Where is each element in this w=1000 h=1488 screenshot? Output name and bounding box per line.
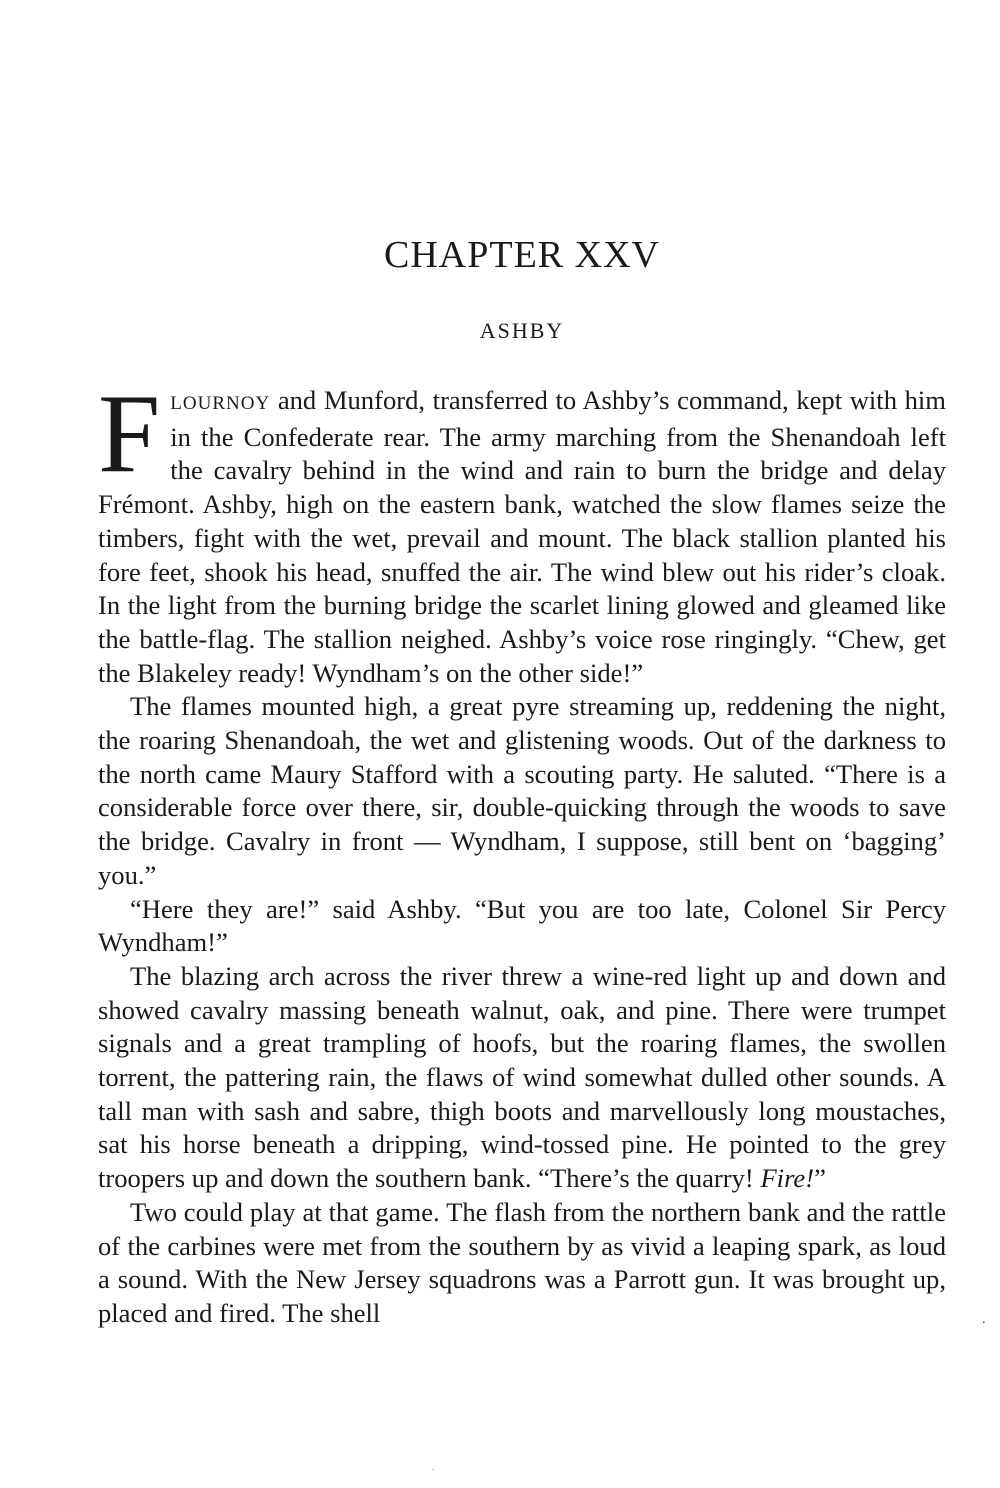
paragraph-4 xyxy=(98,960,946,1196)
chapter-title: CHAPTER XXV xyxy=(384,234,660,276)
paragraph-1 xyxy=(98,372,946,690)
paragraph-3: “Here they are!” said Ashby. “But you are too late, Colonel Sir Percy Wyndham!” xyxy=(98,893,946,958)
drop-cap: F xyxy=(98,372,161,496)
book-page xyxy=(98,0,946,1488)
paragraph-2: The flames mounted high, a great pyre streaming up, reddening the night, the roaring Shenandoah, the wet and glistening woods. Out of the darkness to the north came Maury Stafford with a scouting party. He saluted. “There is a considerable force over there, sir, double-quicking through the woods to save the bridge. Cavalry in front — Wyndham, I suppose, still bent on ‘bagging’ you.” xyxy=(98,691,946,890)
paragraph-4-close: ” xyxy=(814,1163,826,1194)
footer-mark: . xyxy=(432,1462,435,1473)
paragraph-4-text: The blazing arch across the river threw a wine-red light up and down and showed cavalry massing beneath walnut, oak, and pine. There were trumpet signals and a great trampling of hoofs, but the roaring flames, the swollen torrent, the pattering rain, the flaws of wind somewhat dulled other sounds. A tall man with sash and sabre, thigh boots and marvellously long moustaches, sat his horse beneath a dripping, wind-tossed pine. He pointed to the grey troopers up and down the southern bank. “There’s the quarry! xyxy=(98,960,946,1194)
paragraph-5: Two could play at that game. The flash from the northern bank and the rattle of the carbines were met from the southern by as vivid a leaping spark, as loud a sound. With the New Jersey squadrons was a Parrott gun. It was brought up, placed and fired. The shell xyxy=(98,1196,946,1328)
chapter-body xyxy=(98,372,946,1331)
margin-mark: . xyxy=(982,1312,986,1327)
paragraph-4-italic: Fire! xyxy=(760,1163,815,1194)
paragraph-1-text: and Munford, transferred to Ashby’s command, kept with him in the Confederate rear. The army marching from the Shenandoah left the cavalry behind in the wind and rain to burn the bridge and delay Frémont. Ashby, high on the eastern bank, watched the slow flames seize the timbers, fight with the wet, prevail and mount. The black stallion planted his fore feet, shook his head, snuffed the air. The wind blew out his rider’s cloak. In the light from the burning bridge the scarlet lining glowed and gleamed like the battle-flag. The stallion neighed. Ashby’s voice rose ringingly. “Chew, get the Blakeley ready! Wyndham’s on the other side!” xyxy=(98,385,946,688)
chapter-subtitle: ASHBY xyxy=(479,318,565,343)
lead-smallcaps: LOURNOY xyxy=(170,393,271,414)
